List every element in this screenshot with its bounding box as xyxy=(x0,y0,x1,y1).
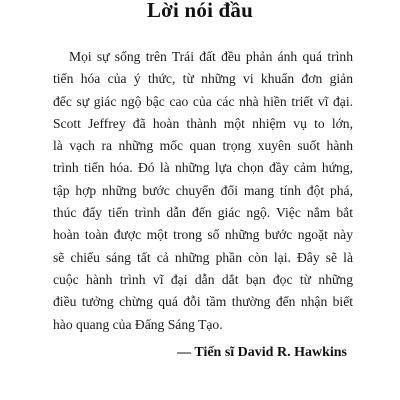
paragraph-line: hoàn toàn được một trong số những bước ngoặt này xyxy=(53,227,353,243)
paragraph-line: thúc đẩy tiến trình dẫn đến giác ngộ. Việc nắm bắt xyxy=(53,205,353,221)
paragraph-line: đếc sự giác ngộ bậc cao của các nhà hiền triết vĩ đại. xyxy=(53,93,353,109)
paragraph-line: Scott Jeffrey đã hoàn thành một nhiệm vụ to lớn, xyxy=(53,115,353,131)
paragraph-line: sẽ chiếu sáng tất cả những phần còn lại. Đây sẽ là xyxy=(53,249,353,265)
paragraph-line: trình tiến hóa. Đó là những lựa chọn đầy cảm hứng, xyxy=(53,160,353,176)
paragraph-line: tiến hóa của ý thức, từ những vi khuẩn đơn giản xyxy=(53,71,353,87)
author-signature: — Tiến sĩ David R. Hawkins xyxy=(177,345,347,360)
paragraph-line: là vạch ra những mốc quan trọng xuyên suốt hành xyxy=(53,138,353,154)
page-title: Lời nói đầu xyxy=(146,0,254,22)
paragraph-line: cuộc hành trình vĩ đại dẫn dắt bạn đọc từ những xyxy=(53,271,353,287)
paragraph-line: hào quang của Đấng Sáng Tạo. xyxy=(53,316,223,332)
paragraph-line: điều tưởng chừng quá đỗi tầm thường đến nhận biết xyxy=(53,294,353,310)
paragraph-line: Mọi sự sống trên Trái đất đều phản ánh quá trình xyxy=(69,49,353,64)
paragraph-line: tập hợp những bước chuyển đổi mang tính đột phá, xyxy=(53,182,353,198)
preface-paragraph xyxy=(53,46,353,336)
